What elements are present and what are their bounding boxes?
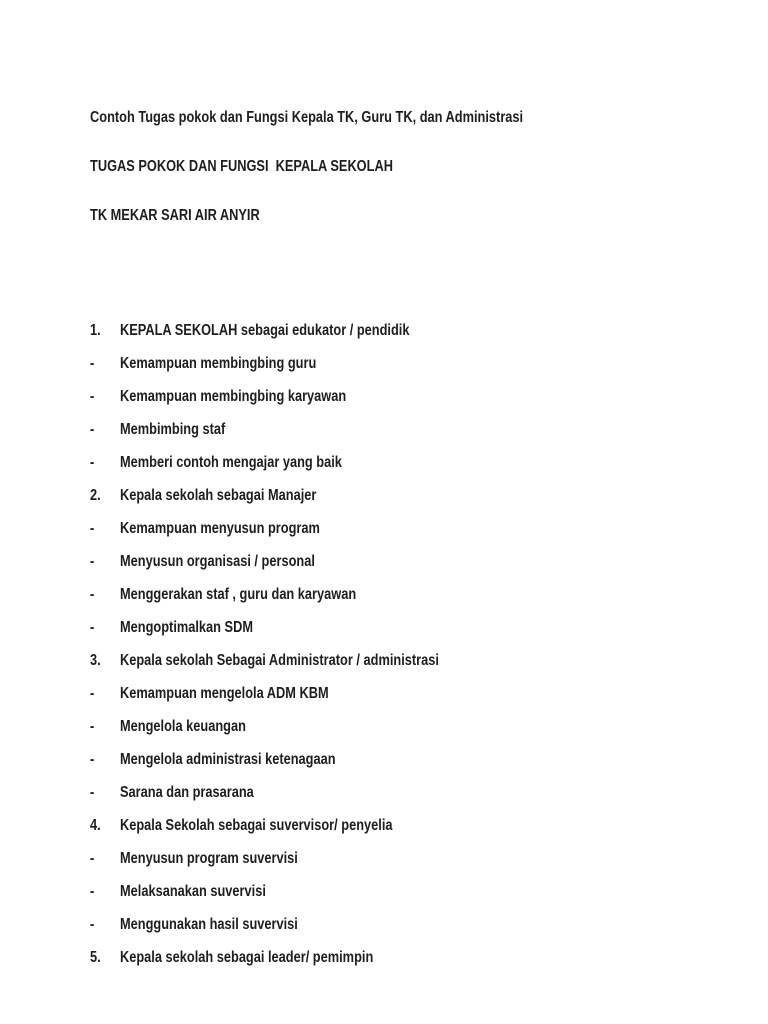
list-number: 4. bbox=[90, 817, 101, 834]
dash-bullet: - bbox=[90, 784, 95, 801]
list-item-dash bbox=[90, 677, 710, 710]
list-item-dash bbox=[90, 380, 710, 413]
list-item-text: Mengelola keuangan bbox=[120, 718, 246, 735]
dash-bullet: - bbox=[90, 421, 95, 438]
list-number: 5. bbox=[90, 949, 101, 966]
dash-bullet: - bbox=[90, 883, 95, 900]
list-item-dash bbox=[90, 710, 710, 743]
dash-bullet: - bbox=[90, 619, 95, 636]
dash-bullet: - bbox=[90, 850, 95, 867]
list-item-text: Menyusun organisasi / personal bbox=[120, 553, 315, 570]
list-item-dash bbox=[90, 446, 710, 479]
dash-bullet: - bbox=[90, 553, 95, 570]
list-number: 2. bbox=[90, 487, 101, 504]
doc-school-name-text: TK MEKAR SARI AIR ANYIR bbox=[90, 207, 260, 224]
list-item-text: Kepala sekolah sebagai Manajer bbox=[120, 487, 317, 504]
list-item-text: Menyusun program suvervisi bbox=[120, 850, 298, 867]
dash-bullet: - bbox=[90, 685, 95, 702]
doc-title-text: Contoh Tugas pokok dan Fungsi Kepala TK, Guru TK, dan Administrasi bbox=[90, 109, 524, 126]
list-item-text: Mengoptimalkan SDM bbox=[120, 619, 253, 636]
list-item-text: Kemampuan mengelola ADM KBM bbox=[120, 685, 329, 702]
list-item-text: Membimbing staf bbox=[120, 421, 226, 438]
doc-title bbox=[90, 101, 710, 134]
list-item-text: Menggunakan hasil suvervisi bbox=[120, 916, 298, 933]
list-item-dash bbox=[90, 578, 710, 611]
list-item-dash bbox=[90, 347, 710, 380]
list-item-text: Kemampuan membingbing karyawan bbox=[120, 388, 347, 405]
dash-bullet: - bbox=[90, 916, 95, 933]
list-item-numbered bbox=[90, 809, 710, 842]
list-item-text: Kemampuan membingbing guru bbox=[120, 355, 317, 372]
list-item-dash bbox=[90, 875, 710, 908]
list-item-text: Kepala sekolah sebagai leader/ pemimpin bbox=[120, 949, 374, 966]
list-item-dash bbox=[90, 611, 710, 644]
list-item-numbered bbox=[90, 314, 710, 347]
list-item-dash bbox=[90, 908, 710, 941]
list-item-dash bbox=[90, 842, 710, 875]
doc-subtitle bbox=[90, 150, 710, 183]
dash-bullet: - bbox=[90, 388, 95, 405]
list-item-text: Sarana dan prasarana bbox=[120, 784, 254, 801]
list-item-numbered bbox=[90, 479, 710, 512]
dash-bullet: - bbox=[90, 355, 95, 372]
dash-bullet: - bbox=[90, 751, 95, 768]
list-item-text: Kemampuan menyusun program bbox=[120, 520, 320, 537]
doc-subtitle-text: TUGAS POKOK DAN FUNGSI KEPALA SEKOLAH bbox=[90, 158, 393, 175]
list-item-dash bbox=[90, 512, 710, 545]
list-item-dash bbox=[90, 776, 710, 809]
list-item-numbered bbox=[90, 941, 710, 974]
dash-bullet: - bbox=[90, 520, 95, 537]
list-number: 1. bbox=[90, 322, 101, 339]
list-item-text: KEPALA SEKOLAH sebagai edukator / pendidik bbox=[120, 322, 410, 339]
blank-lines bbox=[90, 248, 710, 314]
doc-school-name bbox=[90, 199, 710, 232]
list-number: 3. bbox=[90, 652, 101, 669]
list-item-text: Memberi contoh mengajar yang baik bbox=[120, 454, 342, 471]
list-item-dash bbox=[90, 545, 710, 578]
document-body bbox=[90, 85, 710, 974]
list-item-dash bbox=[90, 743, 710, 776]
list-item-text: Melaksanakan suvervisi bbox=[120, 883, 266, 900]
dash-bullet: - bbox=[90, 586, 95, 603]
list-item-text: Mengelola administrasi ketenagaan bbox=[120, 751, 336, 768]
list-item-text: Kepala Sekolah sebagai suvervisor/ penyelia bbox=[120, 817, 393, 834]
list-item-text: Menggerakan staf , guru dan karyawan bbox=[120, 586, 357, 603]
list-item-text: Kepala sekolah Sebagai Administrator / administrasi bbox=[120, 652, 439, 669]
list-item-dash bbox=[90, 413, 710, 446]
list-item-numbered bbox=[90, 644, 710, 677]
dash-bullet: - bbox=[90, 718, 95, 735]
dash-bullet: - bbox=[90, 454, 95, 471]
